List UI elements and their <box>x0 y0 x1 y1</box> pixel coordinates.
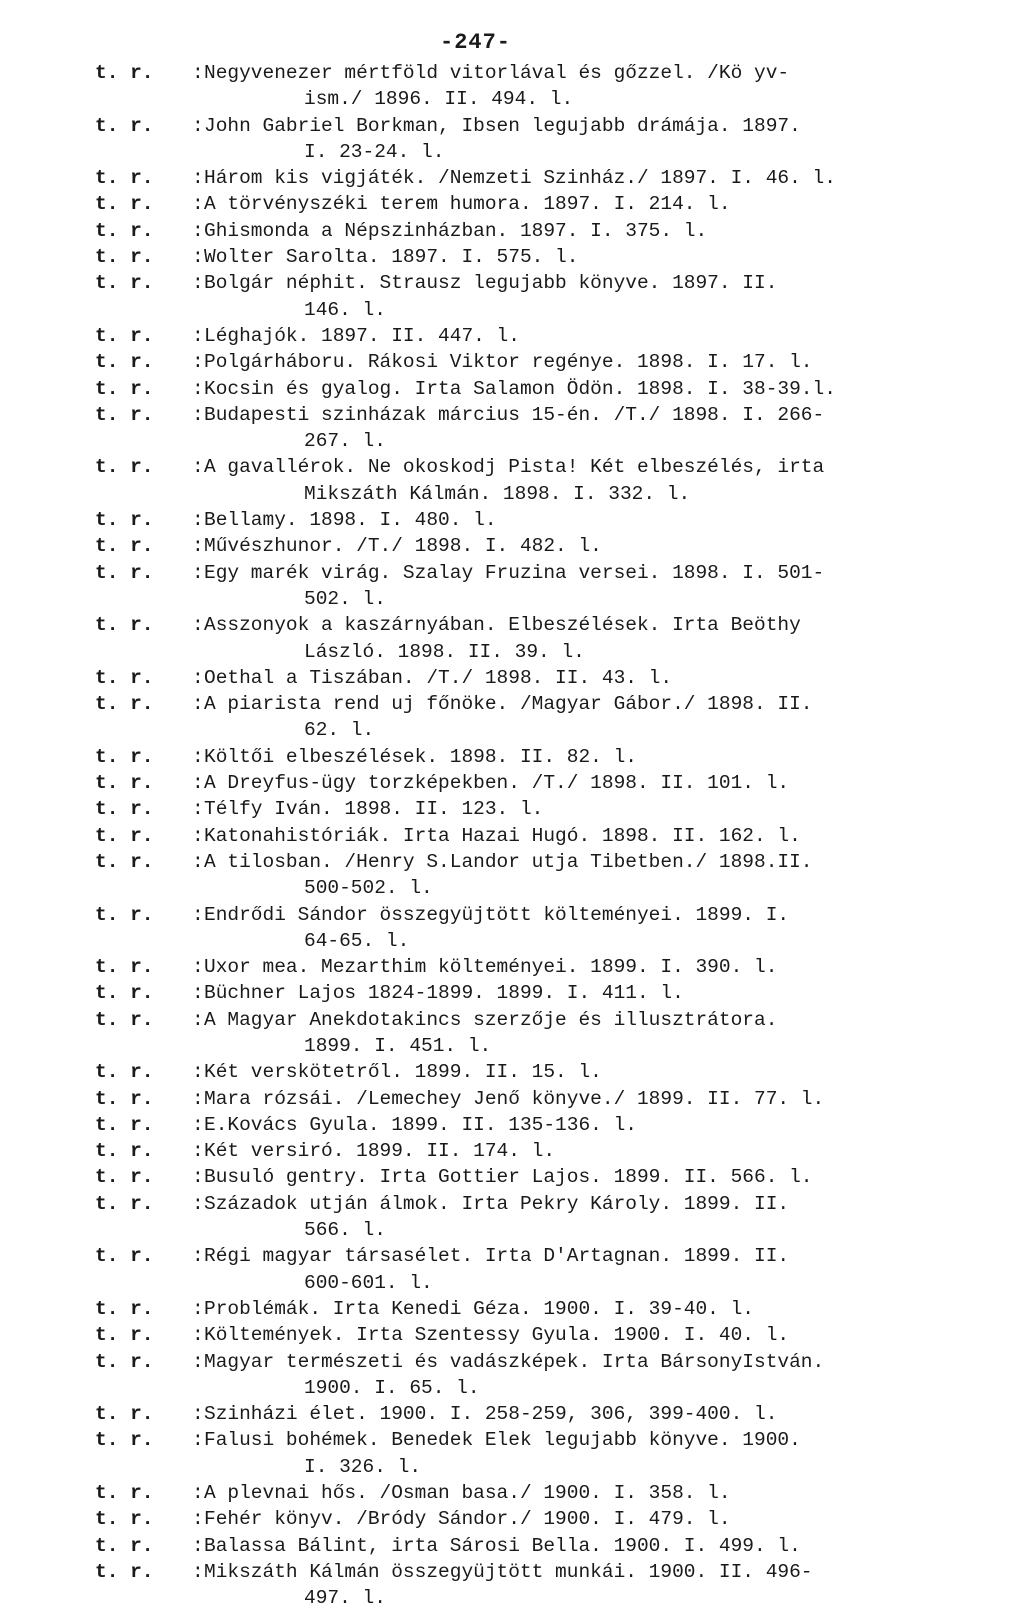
entry-line: Endrődi Sándor összegyüjtött költeményei. 1899. I. <box>204 903 790 926</box>
entry-text <box>204 1007 975 1060</box>
entry-continuation-line: 600-601. l. <box>304 1271 433 1294</box>
entry-separator: : <box>192 509 204 532</box>
entry-continuation-line: László. 1898. II. 39. l. <box>304 640 585 663</box>
bibliography-entry <box>95 1112 975 1138</box>
entry-line: Költemények. Irta Szentessy Gyula. 1900. I. 40. l. <box>204 1324 790 1347</box>
entry-prefix: t. r. <box>95 535 154 558</box>
entry-prefix: t. r. <box>95 114 154 137</box>
bibliography-entry <box>95 796 975 822</box>
entry-text <box>204 1480 975 1506</box>
entry-text <box>204 60 975 113</box>
entry-text <box>204 1191 975 1244</box>
bibliography-entry <box>95 165 975 191</box>
bibliography-entry <box>95 980 975 1006</box>
entry-separator: : <box>192 850 204 873</box>
entry-separator: : <box>192 1350 204 1373</box>
entry-text <box>204 1506 975 1532</box>
entry-prefix: t. r. <box>95 1008 154 1031</box>
entry-text <box>204 902 975 955</box>
entry-line: Problémák. Irta Kenedi Géza. 1900. I. 39-40. l. <box>204 1297 754 1320</box>
entry-continuation-line: 64-65. l. <box>304 929 410 952</box>
entry-separator: : <box>192 745 204 768</box>
entry-text <box>204 533 975 559</box>
bibliography-entry <box>95 770 975 796</box>
entry-continuation-line: 502. l. <box>304 587 386 610</box>
entry-line: Ghismonda a Népszinházban. 1897. I. 375. l. <box>204 219 708 242</box>
entry-separator: : <box>192 246 204 269</box>
entry-continuation-line: 267. l. <box>304 430 386 453</box>
entry-line: Századok utján álmok. Irta Pekry Károly. 1899. II. <box>204 1192 790 1215</box>
entry-text <box>204 1559 975 1612</box>
entry-separator: : <box>192 403 204 426</box>
entry-line: Polgárháboru. Rákosi Viktor regénye. 1898. I. 17. l. <box>204 351 813 374</box>
entry-line: Léghajók. 1897. II. 447. l. <box>204 324 520 347</box>
entry-line: A törvényszéki terem humora. 1897. I. 214. l. <box>204 193 731 216</box>
entry-text <box>204 113 975 166</box>
entry-text <box>204 507 975 533</box>
entry-line: Büchner Lajos 1824-1899. 1899. I. 411. l. <box>204 982 684 1005</box>
entry-line: A gavallérok. Ne okoskodj Pista! Két elbeszélés, irta <box>204 456 825 479</box>
entry-separator: : <box>192 456 204 479</box>
bibliography-entry <box>95 1322 975 1348</box>
entry-separator: : <box>192 1482 204 1505</box>
entry-continuation-line: ism./ 1896. II. 494. l. <box>304 88 574 111</box>
bibliography-entry <box>95 665 975 691</box>
entry-prefix: t. r. <box>95 745 154 768</box>
entry-separator: : <box>192 1245 204 1268</box>
entry-line: Két versiró. 1899. II. 174. l. <box>204 1140 556 1163</box>
entry-separator: : <box>192 1140 204 1163</box>
entry-line: Falusi bohémek. Benedek Elek legujabb könyve. 1900. <box>204 1429 801 1452</box>
entry-text <box>204 349 975 375</box>
entry-prefix: t. r. <box>95 1140 154 1163</box>
bibliography-entry <box>95 560 975 613</box>
bibliography-entry <box>95 691 975 744</box>
entry-prefix: t. r. <box>95 1403 154 1426</box>
entry-line: Bolgár néphit. Strausz legujabb könyve. 1897. II. <box>204 272 778 295</box>
entry-prefix: t. r. <box>95 1297 154 1320</box>
entry-text <box>204 849 975 902</box>
entry-line: E.Kovács Gyula. 1899. II. 135-136. l. <box>204 1113 637 1136</box>
entry-continuation-line: 1899. I. 451. l. <box>304 1034 492 1057</box>
entry-prefix: t. r. <box>95 1087 154 1110</box>
bibliography-entry <box>95 1243 975 1296</box>
entry-prefix: t. r. <box>95 693 154 716</box>
entry-prefix: t. r. <box>95 956 154 979</box>
entry-continuation-line: 500-502. l. <box>304 877 433 900</box>
entry-line: A piarista rend uj főnöke. /Magyar Gábor./ 1898. II. <box>204 693 813 716</box>
entry-line: Régi magyar társasélet. Irta D'Artagnan. 1899. II. <box>204 1245 790 1268</box>
entry-prefix: t. r. <box>95 1192 154 1215</box>
entry-prefix: t. r. <box>95 1324 154 1347</box>
entry-prefix: t. r. <box>95 1350 154 1373</box>
entry-separator: : <box>192 903 204 926</box>
bibliography-entry <box>95 1533 975 1559</box>
bibliography-entry <box>95 1164 975 1190</box>
entry-text <box>204 1059 975 1085</box>
entry-text <box>204 218 975 244</box>
entry-separator: : <box>192 982 204 1005</box>
bibliography-entry <box>95 902 975 955</box>
bibliography-entry <box>95 270 975 323</box>
entry-prefix: t. r. <box>95 1429 154 1452</box>
entry-separator: : <box>192 351 204 374</box>
entry-separator: : <box>192 798 204 821</box>
entry-prefix: t. r. <box>95 1245 154 1268</box>
entry-continuation-line: 62. l. <box>304 719 375 742</box>
entry-separator: : <box>192 1560 204 1583</box>
entry-line: Télfy Iván. 1898. II. 123. l. <box>204 798 544 821</box>
entry-text <box>204 1322 975 1348</box>
entry-text <box>204 402 975 455</box>
entry-text <box>204 1349 975 1402</box>
bibliography-entry <box>95 954 975 980</box>
entry-line: Három kis vigjáték. /Nemzeti Szinház./ 1897. I. 46. l. <box>204 167 836 190</box>
bibliography-entry <box>95 823 975 849</box>
entry-line: Mikszáth Kálmán összegyüjtött munkái. 1900. II. 496- <box>204 1560 813 1583</box>
entry-separator: : <box>192 666 204 689</box>
entry-text <box>204 1112 975 1138</box>
entry-line: Fehér könyv. /Bródy Sándor./ 1900. I. 479. l. <box>204 1508 731 1531</box>
entry-prefix: t. r. <box>95 219 154 242</box>
entry-text <box>204 376 975 402</box>
bibliography-entry <box>95 1349 975 1402</box>
entry-prefix: t. r. <box>95 324 154 347</box>
entry-text <box>204 1243 975 1296</box>
entry-text <box>204 1533 975 1559</box>
entry-prefix: t. r. <box>95 1508 154 1531</box>
entry-text <box>204 665 975 691</box>
bibliography-entry <box>95 402 975 455</box>
bibliography-entry <box>95 849 975 902</box>
entry-line: Kocsin és gyalog. Irta Salamon Ödön. 1898. I. 38-39.l. <box>204 377 836 400</box>
entry-text <box>204 954 975 980</box>
entry-line: Balassa Bálint, irta Sárosi Bella. 1900. I. 499. l. <box>204 1534 801 1557</box>
entry-continuation-line: 1900. I. 65. l. <box>304 1376 480 1399</box>
bibliography-entry <box>95 1506 975 1532</box>
bibliography-entry <box>95 1559 975 1612</box>
entry-separator: : <box>192 1008 204 1031</box>
entry-continuation-line: 566. l. <box>304 1219 386 1242</box>
bibliography-list <box>95 60 975 1612</box>
bibliography-entry <box>95 1138 975 1164</box>
entry-line: A plevnai hős. /Osman basa./ 1900. I. 358. l. <box>204 1482 731 1505</box>
entry-prefix: t. r. <box>95 561 154 584</box>
entry-separator: : <box>192 167 204 190</box>
entry-line: Magyar természeti és vadászképek. Irta BársonyIstván. <box>204 1350 825 1373</box>
entry-text <box>204 1427 975 1480</box>
entry-line: Két verskötetről. 1899. II. 15. l. <box>204 1061 602 1084</box>
entry-separator: : <box>192 956 204 979</box>
entry-continuation-line: I. 326. l. <box>304 1455 422 1478</box>
entry-separator: : <box>192 219 204 242</box>
entry-text <box>204 270 975 323</box>
entry-prefix: t. r. <box>95 824 154 847</box>
entry-separator: : <box>192 772 204 795</box>
entry-prefix: t. r. <box>95 509 154 532</box>
entry-prefix: t. r. <box>95 1482 154 1505</box>
entry-prefix: t. r. <box>95 456 154 479</box>
page-number: -247- <box>440 30 512 55</box>
bibliography-entry <box>95 1086 975 1112</box>
entry-line: A tilosban. /Henry S.Landor utja Tibetben./ 1898.II. <box>204 850 813 873</box>
entry-separator: : <box>192 1429 204 1452</box>
bibliography-entry <box>95 60 975 113</box>
entry-separator: : <box>192 1061 204 1084</box>
entry-continuation-line: 146. l. <box>304 298 386 321</box>
bibliography-entry <box>95 1401 975 1427</box>
entry-text <box>204 323 975 349</box>
bibliography-entry <box>95 376 975 402</box>
entry-separator: : <box>192 1324 204 1347</box>
entry-separator: : <box>192 1508 204 1531</box>
bibliography-entry <box>95 218 975 244</box>
entry-prefix: t. r. <box>95 614 154 637</box>
bibliography-entry <box>95 1007 975 1060</box>
entry-separator: : <box>192 193 204 216</box>
bibliography-entry <box>95 612 975 665</box>
entry-line: Bellamy. 1898. I. 480. l. <box>204 509 497 532</box>
entry-text <box>204 1296 975 1322</box>
bibliography-entry <box>95 1191 975 1244</box>
entry-prefix: t. r. <box>95 351 154 374</box>
entry-separator: : <box>192 377 204 400</box>
entry-line: Egy marék virág. Szalay Fruzina versei. 1898. I. 501- <box>204 561 825 584</box>
entry-separator: : <box>192 824 204 847</box>
entry-separator: : <box>192 1192 204 1215</box>
entry-prefix: t. r. <box>95 246 154 269</box>
entry-line: Szinházi élet. 1900. I. 258-259, 306, 399-400. l. <box>204 1403 778 1426</box>
entry-separator: : <box>192 1297 204 1320</box>
entry-prefix: t. r. <box>95 772 154 795</box>
entry-separator: : <box>192 614 204 637</box>
entry-text <box>204 560 975 613</box>
entry-text <box>204 165 975 191</box>
entry-prefix: t. r. <box>95 377 154 400</box>
entry-line: Katonahistóriák. Irta Hazai Hugó. 1898. II. 162. l. <box>204 824 801 847</box>
bibliography-entry <box>95 244 975 270</box>
bibliography-entry <box>95 1296 975 1322</box>
entry-line: Mara rózsái. /Lemechey Jenő könyve./ 1899. II. 77. l. <box>204 1087 825 1110</box>
entry-prefix: t. r. <box>95 850 154 873</box>
entry-text <box>204 823 975 849</box>
entry-text <box>204 1164 975 1190</box>
entry-prefix: t. r. <box>95 167 154 190</box>
entry-line: Uxor mea. Mezarthim költeményei. 1899. I. 390. l. <box>204 956 778 979</box>
entry-line: Budapesti szinházak március 15-én. /T./ 1898. I. 266- <box>204 403 825 426</box>
entry-prefix: t. r. <box>95 62 154 84</box>
entry-text <box>204 1138 975 1164</box>
entry-line: A Dreyfus-ügy torzképekben. /T./ 1898. II. 101. l. <box>204 772 790 795</box>
entry-separator: : <box>192 324 204 347</box>
entry-separator: : <box>192 561 204 584</box>
entry-text <box>204 770 975 796</box>
bibliography-entry <box>95 507 975 533</box>
bibliography-entry <box>95 533 975 559</box>
entry-separator: : <box>192 1403 204 1426</box>
entry-line: Asszonyok a kaszárnyában. Elbeszélések. Irta Beöthy <box>204 614 801 637</box>
entry-separator: : <box>192 1113 204 1136</box>
bibliography-entry <box>95 454 975 507</box>
entry-separator: : <box>192 1087 204 1110</box>
entry-prefix: t. r. <box>95 1113 154 1136</box>
entry-separator: : <box>192 62 204 84</box>
entry-continuation-line: Mikszáth Kálmán. 1898. I. 332. l. <box>304 482 691 505</box>
bibliography-entry <box>95 113 975 166</box>
bibliography-entry <box>95 349 975 375</box>
entry-line: Wolter Sarolta. 1897. I. 575. l. <box>204 246 579 269</box>
entry-prefix: t. r. <box>95 666 154 689</box>
entry-prefix: t. r. <box>95 1560 154 1583</box>
entry-text <box>204 1401 975 1427</box>
entry-separator: : <box>192 535 204 558</box>
entry-text <box>204 691 975 744</box>
entry-line: Busuló gentry. Irta Gottier Lajos. 1899. II. 566. l. <box>204 1166 813 1189</box>
entry-separator: : <box>192 1534 204 1557</box>
entry-separator: : <box>192 1166 204 1189</box>
entry-prefix: t. r. <box>95 403 154 426</box>
entry-continuation-line: 497. l. <box>304 1587 386 1610</box>
entry-line: A Magyar Anekdotakincs szerzője és illusztrátora. <box>204 1008 778 1031</box>
entry-continuation-line: I. 23-24. l. <box>304 140 445 163</box>
entry-text <box>204 980 975 1006</box>
entry-separator: : <box>192 272 204 295</box>
entry-text <box>204 1086 975 1112</box>
entry-prefix: t. r. <box>95 798 154 821</box>
bibliography-entry <box>95 191 975 217</box>
entry-prefix: t. r. <box>95 982 154 1005</box>
bibliography-entry <box>95 744 975 770</box>
entry-text <box>204 612 975 665</box>
entry-text <box>204 244 975 270</box>
entry-text <box>204 191 975 217</box>
entry-prefix: t. r. <box>95 1061 154 1084</box>
entry-line: Művészhunor. /T./ 1898. I. 482. l. <box>204 535 602 558</box>
entry-prefix: t. r. <box>95 1534 154 1557</box>
entry-line: Negyvenezer mértföld vitorlával és gőzzel. /Kö yv- <box>204 62 790 84</box>
entry-line: John Gabriel Borkman, Ibsen legujabb drámája. 1897. <box>204 114 801 137</box>
bibliography-entry <box>95 1427 975 1480</box>
entry-separator: : <box>192 114 204 137</box>
entry-text <box>204 744 975 770</box>
entry-prefix: t. r. <box>95 1166 154 1189</box>
bibliography-entry <box>95 1059 975 1085</box>
entry-text <box>204 796 975 822</box>
bibliography-entry <box>95 323 975 349</box>
bibliography-entry <box>95 1480 975 1506</box>
entry-prefix: t. r. <box>95 193 154 216</box>
entry-separator: : <box>192 693 204 716</box>
entry-line: Oethal a Tiszában. /T./ 1898. II. 43. l. <box>204 666 673 689</box>
entry-text <box>204 454 975 507</box>
entry-line: Költői elbeszélések. 1898. II. 82. l. <box>204 745 637 768</box>
entry-prefix: t. r. <box>95 903 154 926</box>
entry-prefix: t. r. <box>95 272 154 295</box>
